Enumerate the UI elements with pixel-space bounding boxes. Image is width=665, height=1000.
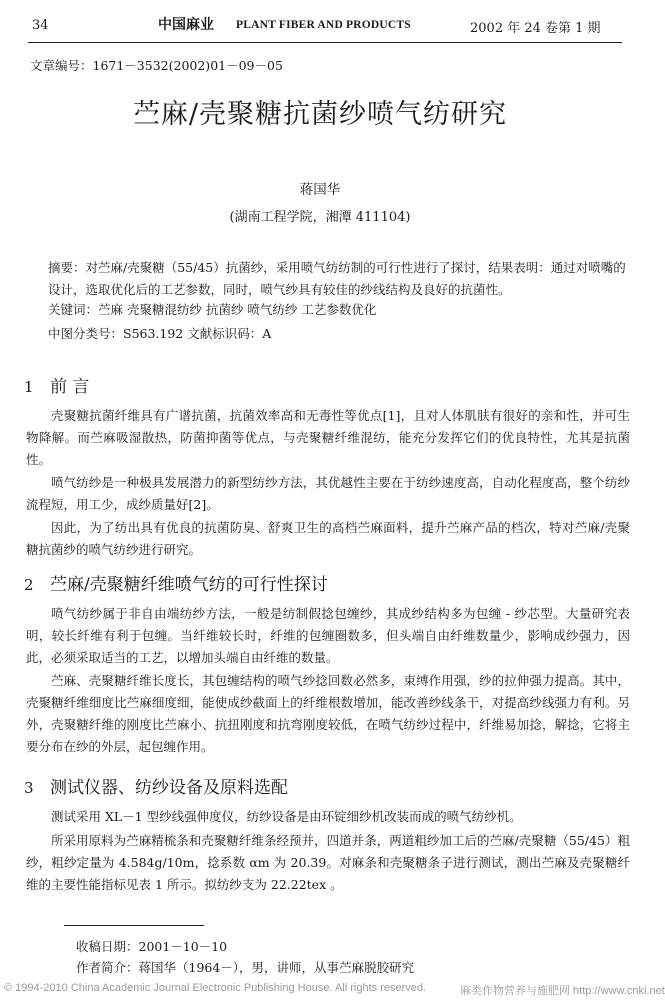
section-heading-3 [24,773,288,798]
author-bio: 作者简介：蒋国华（1964－），男，讲师，从事苎麻脱胶研究 [76,960,415,975]
keywords: 关键词：苎麻 壳聚糖混纺纱 抗菌纱 喷气纺纱 工艺参数优化 [48,302,377,317]
paragraph: 喷气纺纱属于非自由端纺纱方法，一般是纺制假捻包缠纱，其成纱结构多为包缠 - 纱芯型。大量研究表明，较长纤维有利于包缠。当纤维较长时，纤维的包缠圈数多，但头端自由纤维数量少，影响成纱强力，因此，必须采取适当的工艺，以增加头端自由纤维的数量。 [26,606,630,665]
journal-volume: 2002 年 24 卷第 1 期 [470,21,601,36]
section-title: 苎麻/壳聚糖纤维喷气纺的可行性探讨 [50,575,328,595]
classification: 中图分类号：S563.192 文献标识码：A [48,326,272,341]
journal-name-cn: 中国麻业 [158,17,214,33]
section-number: 3 [24,779,34,797]
journal-name-en: PLANT FIBER AND PRODUCTS [236,19,411,31]
section-heading-1 [24,372,89,397]
abstract: 摘要：对苎麻/壳聚糖（55/45）抗菌纱，采用喷气纺纺制的可行性进行了探讨，结果表明：通过对喷嘴的设计，选取优化后的工艺参数，同时，喷气纱具有较佳的纱线结构及良好的抗菌性。 [48,260,626,297]
paragraph: 喷气纺纱是一种极具发展潜力的新型纺纱方法，其优越性主要在于纺纱速度高，自动化程度高，整个纺纱流程短，用工少，成纱质量好[2]。 [26,475,630,512]
section-title: 前 言 [50,377,90,397]
watermark-text: 麻类作物营养与施肥网 http://www.cnki.net [460,985,665,997]
received-date: 收稿日期：2001－10－10 [76,939,228,954]
copyright-text: © 1994-2010 China Academic Journal Electronic Publishing House. All rights reserved. [4,982,427,994]
section-number: 2 [24,576,34,594]
header-rule [28,42,622,43]
footnote-rule [64,925,204,926]
affiliation: (湖南工程学院，湘潭 411104) [229,210,411,225]
paragraph: 所采用原料为苎麻精梳条和壳聚糖纤维条经预并，四道并条，两道粗纱加工后的苎麻/壳聚糖（55/45）粗纱，粗纱定量为 4.584g/10m，捻系数 αm 为 20.39。对麻条和壳聚糖条子进行测试，测出苎麻及壳聚糖纤维的主要性能指标见表 1 所示。拟纺纱支为 22.22tex 。 [26,833,630,892]
article-number: 文章编号：1671－3532(2002)01－09－05 [30,58,283,73]
paragraph: 壳聚糖抗菌纤维具有广谱抗菌，抗菌效率高和无毒性等优点[1]，且对人体肌肤有很好的亲和性，并可生物降解。而苎麻吸湿散热，防菌抑菌等优点，与壳聚糖纤维混纺，能充分发挥它们的优良特性，尤其是抗菌性。 [26,408,630,467]
copyright-bar [0,978,665,1000]
paragraph: 测试采用 XL－1 型纱线强伸度仪，纺纱设备是由环锭细纱机改装而成的喷气纺纱机。 [51,809,522,824]
paragraph: 苎麻、壳聚糖纤维长度长，其包缠结构的喷气纱捻回数必然多，束缚作用强，纱的拉伸强力提高。其中，壳聚糖纤维细度比苎麻细度细，能使成纱截面上的纤维根数增加，能改善纱线条干，对提高纱线强力有利。另外，壳聚糖纤维的刚度比苎麻小、抗扭刚度和抗弯刚度较低，在喷气纺纱过程中，纤维易加捻，解捻，它将主要分布在纱的外层，起包缠作用。 [26,673,630,754]
page-number: 34 [32,18,49,33]
section-heading-2 [24,570,328,595]
author: 蒋国华 [299,182,341,198]
paragraph: 因此，为了纺出具有优良的抗菌防臭、舒爽卫生的高档苎麻面料，提升苎麻产品的档次，特对苎麻/壳聚糖抗菌纱的喷气纺纱进行研究。 [26,520,630,557]
paper-title: 苎麻/壳聚糖抗菌纱喷气纺研究 [132,99,508,130]
page-header [0,0,640,50]
section-number: 1 [24,378,34,396]
section-title: 测试仪器、纺纱设备及原料选配 [50,778,288,798]
